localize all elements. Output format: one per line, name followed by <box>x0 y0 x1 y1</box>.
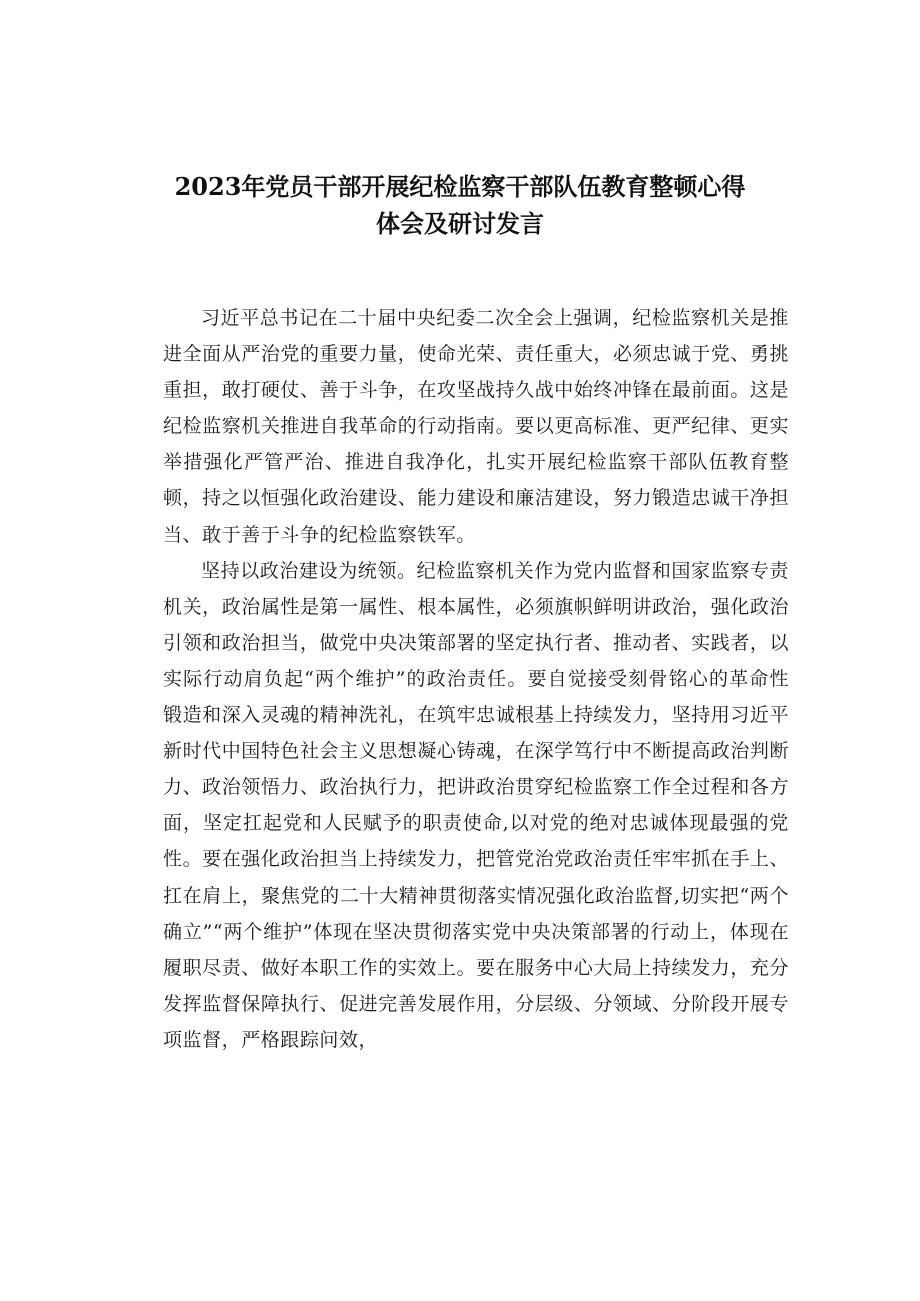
document-title-line2: 体会及研讨发言 <box>376 209 544 238</box>
document-title-line1: 2023年党员干部开展纪检监察干部队伍教育整顿心得 <box>174 172 746 201</box>
document-body <box>163 300 789 1058</box>
body-paragraph-1: 习近平总书记在二十届中央纪委二次全会上强调，纪检监察机关是推进全面从严治党的重要力量，使命光荣、责任重大，必须忠诚于党、勇挑重担，敢打硬仗、善于斗争，在攻坚战持久战中始终冲锋在最前面。这是纪检监察机关推进自我革命的行动指南。要以更高标准、更严纪律、更实举措强化严管严治、推进自我净化，扎实开展纪检监察干部队伍教育整顿，持之以恒强化政治建设、能力建设和廉洁建设，努力锻造忠诚干净担当、敢于善于斗争的纪检监察铁军。 <box>163 307 789 546</box>
body-paragraph-2: 坚持以政治建设为统领。纪检监察机关作为党内监督和国家监察专责机关，政治属性是第一属性、根本属性，必须旗帜鲜明讲政治，强化政治引领和政治担当，做党中央决策部署的坚定执行者、推动者、实践者，以实际行动肩负起“两个维护”的政治责任。要自觉接受刻骨铭心的革命性锻造和深入灵魂的精神洗礼，在筑牢忠诚根基上持续发力，坚持用习近平新时代中国特色社会主义思想凝心铸魂，在深学笃行中不断提高政治判断力、政治领悟力、政治执行力，把讲政治贯穿纪检监察工作全过程和各方面，坚定扛起党和人民赋予的职责使命,以对党的绝对忠诚体现最强的党性。要在强化政治担当上持续发力，把管党治党政治责任牢牢抓在手上、扛在肩上，聚焦党的二十大精神贯彻落实情况强化政治监督,切实把“两个确立”“两个维护”体现在坚决贯彻落实党中央决策部署的行动上，体现在履职尽责、做好本职工作的实效上。要在服务中心大局上持续发力，充分发挥监督保障执行、促进完善发展作用，分层级、分领域、分阶段开展专项监督，严格跟踪问效， <box>163 559 789 1051</box>
